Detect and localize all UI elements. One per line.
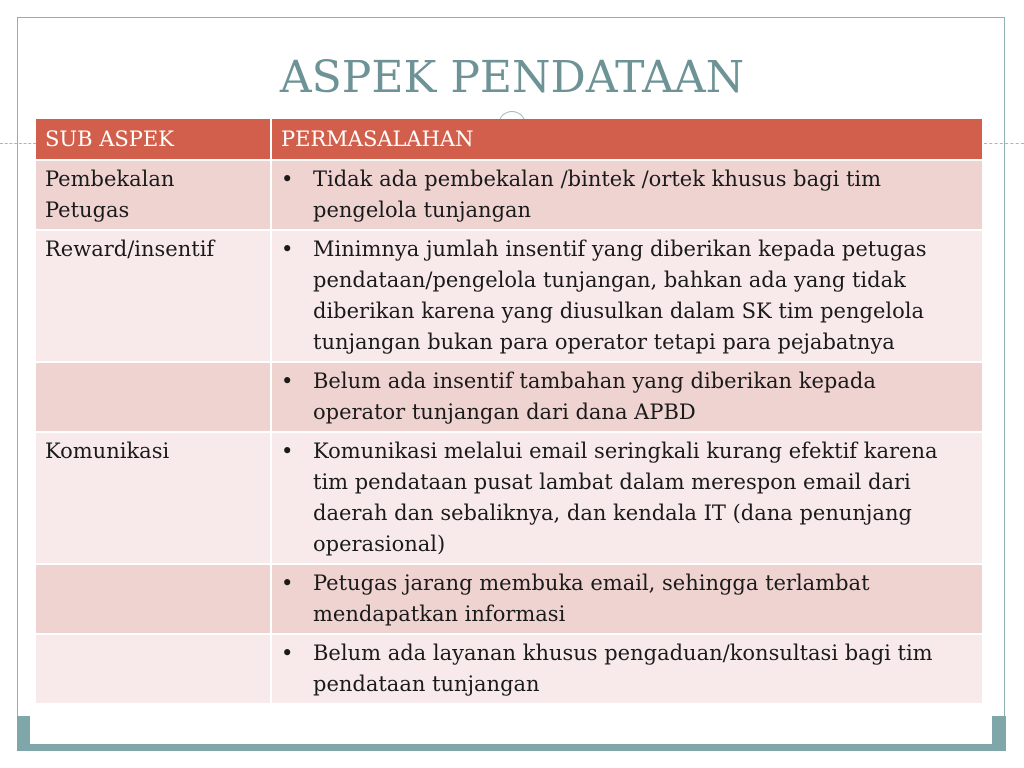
permasalahan-text: Belum ada insentif tambahan yang diberikan kepada operator tunjangan dari dana APBD: [313, 369, 876, 424]
permasalahan-cell: [271, 362, 983, 432]
permasalahan-text: Minimnya jumlah insentif yang diberikan kepada petugas pendataan/pengelola tunjangan, bahkan ada yang tidak diberikan karena yang diusulkan dalam SK tim pengelola tunjangan bukan para operator tetapi para pejabatnya: [313, 237, 927, 354]
bullet-icon: •: [281, 237, 294, 261]
permasalahan-cell: [271, 230, 983, 362]
table-row: [36, 230, 983, 362]
permasalahan-cell: [271, 634, 983, 704]
permasalahan-cell: [271, 564, 983, 634]
permasalahan-text: Belum ada layanan khusus pengaduan/konsultasi bagi tim pendataan tunjangan: [313, 641, 933, 696]
permasalahan-cell: [271, 160, 983, 230]
permasalahan-text: Komunikasi melalui email seringkali kurang efektif karena tim pendataan pusat lambat dalam merespon email dari daerah dan sebaliknya, dan kendala IT (dana penunjang operasional): [313, 439, 938, 556]
sub-aspek-cell: Pembekalan Petugas: [36, 160, 271, 230]
permasalahan-text: Tidak ada pembekalan /bintek /ortek khusus bagi tim pengelola tunjangan: [313, 167, 882, 222]
table-row: [36, 362, 983, 432]
table-header-row: [36, 119, 983, 160]
bullet-icon: •: [281, 641, 294, 665]
slide-title: ASPEK PENDATAAN: [279, 52, 745, 103]
table-row: [36, 160, 983, 230]
divider-dashed-right: [984, 143, 1024, 144]
bullet-icon: •: [281, 439, 294, 463]
header-sub-aspek: SUB ASPEK: [36, 119, 271, 160]
divider-dashed-left: [0, 143, 36, 144]
sub-aspek-cell: [36, 362, 271, 432]
permasalahan-cell: [271, 432, 983, 564]
aspect-table: [36, 119, 984, 705]
table-row: [36, 564, 983, 634]
table-row: [36, 634, 983, 704]
bullet-icon: •: [281, 571, 294, 595]
table-row: [36, 432, 983, 564]
bottom-accent-inner: [30, 716, 992, 744]
bullet-icon: •: [281, 369, 294, 393]
sub-aspek-cell: [36, 634, 271, 704]
bullet-icon: •: [281, 167, 294, 191]
sub-aspek-cell: Komunikasi: [36, 432, 271, 564]
header-permasalahan: PERMASALAHAN: [271, 119, 983, 160]
sub-aspek-cell: Reward/insentif: [36, 230, 271, 362]
sub-aspek-cell: [36, 564, 271, 634]
permasalahan-text: Petugas jarang membuka email, sehingga terlambat mendapatkan informasi: [313, 571, 870, 626]
